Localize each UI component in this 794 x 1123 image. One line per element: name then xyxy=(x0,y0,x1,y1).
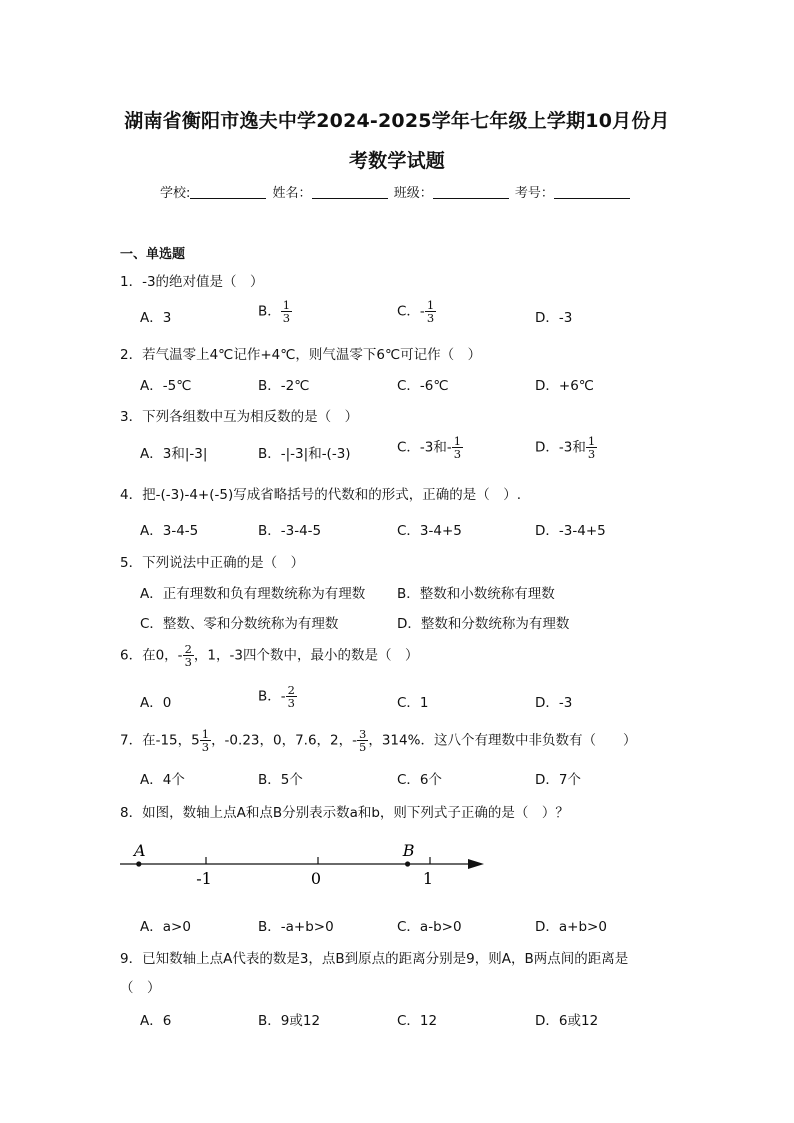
question-7-option-b[interactable]: B．5个 xyxy=(258,772,303,788)
question-3-option-d[interactable] xyxy=(535,435,597,460)
question-8-option-b[interactable]: B．-a+b>0 xyxy=(258,919,334,935)
question-3-option-a[interactable]: A．3和|-3| xyxy=(140,446,208,462)
point-b-dot xyxy=(405,861,410,866)
exam-title-line1: 湖南省衡阳市逸夫中学2024-2025学年七年级上学期10月份月 xyxy=(124,110,670,132)
question-8-option-c[interactable]: C．a-b>0 xyxy=(397,919,462,935)
question-4-option-a[interactable]: A．3-4-5 xyxy=(140,523,199,539)
question-2-stem: 2．若气温零上4℃记作+4℃，则气温零下6℃可记作（ ） xyxy=(120,347,482,363)
school-label: 学校: xyxy=(160,186,191,201)
point-a-dot xyxy=(136,861,141,866)
question-3-option-c[interactable] xyxy=(397,435,463,460)
fraction: $\frac{2}{3}$ xyxy=(184,642,192,670)
id-label: 考号： xyxy=(514,186,554,201)
question-1-option-a[interactable]: A．3 xyxy=(140,310,172,326)
question-5-option-a[interactable]: A．正有理数和负有理数统称为有理数 xyxy=(140,586,366,602)
school-blank[interactable] xyxy=(190,186,266,199)
question-4-option-c[interactable]: C．3-4+5 xyxy=(397,523,462,539)
option-label: C．-3和- xyxy=(397,439,452,456)
stem-text: 6．在0，- xyxy=(120,647,183,664)
question-6-option-a[interactable]: A．0 xyxy=(140,695,172,711)
stem-text: ，314%．这八个有理数中非负数有（ ） xyxy=(368,732,637,749)
question-2-option-c[interactable]: C．-6℃ xyxy=(397,378,449,394)
question-4-stem: 4．把-(-3)-4+(-5)写成省略括号的代数和的形式，正确的是（ ）. xyxy=(120,487,522,503)
fraction: $\frac{3}{5}$ xyxy=(359,727,367,755)
option-label: C．- xyxy=(397,303,425,320)
question-2-option-b[interactable]: B．-2℃ xyxy=(258,378,310,394)
question-7-option-c[interactable]: C．6个 xyxy=(397,772,443,788)
question-4-option-d[interactable]: D．-3-4+5 xyxy=(535,523,606,539)
fraction: $\frac{1}{3}$ xyxy=(587,434,596,462)
section-heading: 一、单选题 xyxy=(120,247,186,262)
tick-label-0: 0 xyxy=(310,869,322,888)
question-8-option-d[interactable]: D．a+b>0 xyxy=(535,919,607,935)
fraction: $\frac{1}{3}$ xyxy=(453,434,462,462)
question-1-option-d[interactable]: D．-3 xyxy=(535,310,573,326)
class-blank[interactable] xyxy=(433,186,509,199)
id-blank[interactable] xyxy=(554,186,630,199)
question-8-stem: 8．如图，数轴上点A和点B分别表示数a和b，则下列式子正确的是（ ）？ xyxy=(120,805,569,821)
question-8-option-a[interactable]: A．a>0 xyxy=(140,919,191,935)
question-9-option-b[interactable]: B．9或12 xyxy=(258,1013,321,1029)
exam-title-line2: 考数学试题 xyxy=(348,150,445,172)
point-a-label: A xyxy=(134,841,146,860)
mixed-fraction: $\frac{1}{3}$ xyxy=(201,727,210,755)
tick-label-1: 1 xyxy=(422,869,434,888)
question-1-stem: 1．-3的绝对值是（ ） xyxy=(120,274,264,290)
question-6-stem xyxy=(120,643,418,668)
stem-text: 7．在-15，5 xyxy=(120,732,200,749)
option-label: D．-3和 xyxy=(535,439,586,456)
point-b-label: B xyxy=(402,841,415,860)
question-6-option-b[interactable] xyxy=(258,684,297,709)
question-1-option-c[interactable] xyxy=(397,299,436,324)
fraction: $\frac{1}{3}$ xyxy=(426,298,435,326)
class-label: 班级： xyxy=(393,186,433,201)
question-9-option-a[interactable]: A．6 xyxy=(140,1013,172,1029)
question-1-option-b[interactable] xyxy=(258,299,292,324)
option-label: B． xyxy=(258,303,281,320)
question-5-option-c[interactable]: C．整数、零和分数统称为有理数 xyxy=(140,616,339,632)
question-9-option-c[interactable]: C．12 xyxy=(397,1013,438,1029)
question-6-option-d[interactable]: D．-3 xyxy=(535,695,573,711)
question-5-option-d[interactable]: D．整数和分数统称为有理数 xyxy=(397,616,570,632)
stem-text: ，1，-3四个数中，最小的数是（ ） xyxy=(193,647,419,664)
option-label: B．- xyxy=(258,688,286,705)
name-label: 姓名： xyxy=(272,186,312,201)
axis-arrow-icon xyxy=(468,859,484,869)
question-5-stem: 5．下列说法中正确的是（ ） xyxy=(120,555,305,571)
question-7-stem xyxy=(120,728,636,753)
question-5-option-b[interactable]: B．整数和小数统称有理数 xyxy=(397,586,555,602)
question-2-option-a[interactable]: A．-5℃ xyxy=(140,378,192,394)
stem-text: ，-0.23，0，7.6，2，- xyxy=(211,732,358,749)
question-6-option-c[interactable]: C．1 xyxy=(397,695,429,711)
number-line-figure xyxy=(118,836,488,892)
fraction: $\frac{1}{3}$ xyxy=(282,298,291,326)
question-9-stem-line2: （ ） xyxy=(120,980,161,996)
name-blank[interactable] xyxy=(312,186,388,199)
question-9-stem-line1: 9．已知数轴上点A代表的数是3，点B到原点的距离分别是9，则A，B两点间的距离是 xyxy=(120,951,629,967)
question-4-option-b[interactable]: B．-3-4-5 xyxy=(258,523,322,539)
question-2-option-d[interactable]: D．+6℃ xyxy=(535,378,594,394)
tick-label-neg1: -1 xyxy=(196,869,212,888)
fraction: $\frac{2}{3}$ xyxy=(287,683,295,711)
question-9-option-d[interactable]: D．6或12 xyxy=(535,1013,599,1029)
student-info-row xyxy=(160,182,632,201)
question-7-option-a[interactable]: A．4个 xyxy=(140,772,185,788)
question-7-option-d[interactable]: D．7个 xyxy=(535,772,581,788)
question-3-option-b[interactable]: B．-|-3|和-(-3) xyxy=(258,446,351,462)
question-3-stem: 3．下列各组数中互为相反数的是（ ） xyxy=(120,409,359,425)
